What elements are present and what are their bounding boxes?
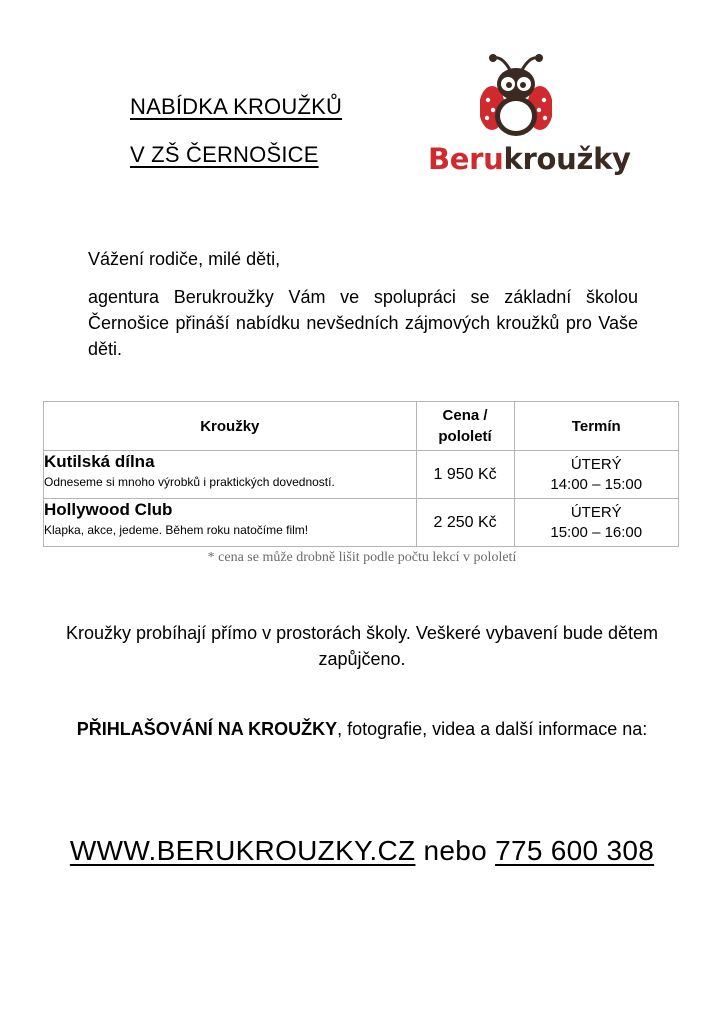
course-time: 15:00 – 16:00	[550, 523, 643, 541]
table-row	[44, 499, 679, 547]
course-term	[514, 451, 679, 499]
ladybug-mascot-icon	[480, 50, 552, 142]
course-cell	[44, 499, 417, 547]
signup-rest: , fotografie, videa a další informace na:	[337, 719, 648, 739]
course-description: Odneseme si mnoho výrobků i praktických dovedností.	[44, 475, 335, 489]
contact-connector: nebo	[415, 835, 496, 866]
header-krouzky: Kroužky	[44, 402, 417, 451]
website-link[interactable]: WWW.BERUKROUZKY.CZ	[69, 835, 416, 866]
course-cell	[44, 451, 417, 499]
berukrouzky-logo	[428, 50, 631, 188]
contact-line	[0, 833, 724, 869]
logo-wordmark	[428, 142, 631, 176]
course-description: Klapka, akce, jedeme. Během roku natočíme film!	[44, 523, 309, 537]
offer-table	[43, 401, 679, 547]
table-row	[44, 451, 679, 499]
signup-bold: PŘIHLAŠOVÁNÍ NA KROUŽKY	[76, 719, 338, 739]
course-day: ÚTERÝ	[570, 455, 622, 473]
course-price: 1 950 Kč	[416, 451, 514, 499]
price-footnote: * cena se může drobně lišit podle počtu lekcí v pololetí	[207, 550, 517, 565]
intro-paragraph: agentura Berukroužky Vám ve spolupráci se základní školou Černošice přináší nabídku nevšedních zájmových kroužků pro Vaše děti.	[88, 287, 638, 359]
course-name: Kutilská dílna	[44, 452, 155, 471]
course-day: ÚTERÝ	[570, 503, 622, 521]
course-term	[514, 499, 679, 547]
course-price: 2 250 Kč	[416, 499, 514, 547]
header-price	[416, 402, 514, 451]
course-name: Hollywood Club	[44, 500, 173, 519]
venue-text: Kroužky probíhají přímo v prostorách školy. Veškeré vybavení bude dětem zapůjčeno.	[66, 623, 658, 669]
header-price-label: Cena / pololetí	[438, 407, 492, 445]
phone-number[interactable]: 775 600 308	[495, 835, 655, 866]
header-term: Termín	[514, 402, 679, 451]
page-title-line1: NABÍDKA KROUŽKŮ	[130, 94, 343, 119]
table-header-row	[44, 402, 679, 451]
signup-text	[62, 716, 662, 742]
greeting: Vážení rodiče, milé děti,	[88, 249, 281, 269]
logo-text-beru: Beru	[428, 142, 504, 176]
page-title-line2: V ZŠ ČERNOŠICE	[130, 142, 319, 167]
course-time: 14:00 – 15:00	[550, 475, 643, 493]
logo-text-krouzky: kroužky	[503, 142, 631, 176]
